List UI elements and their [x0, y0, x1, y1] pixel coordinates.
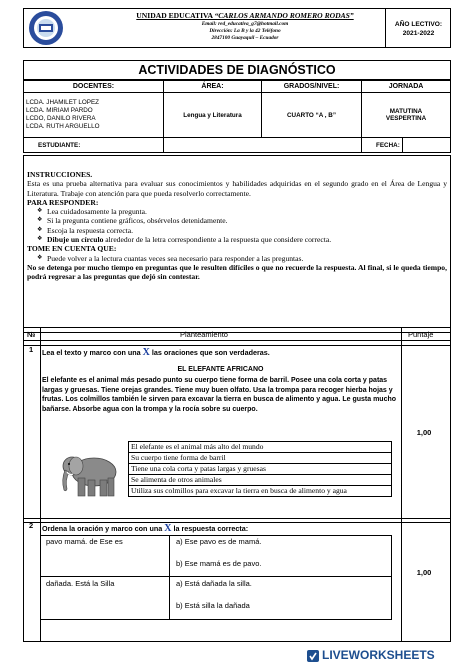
row-divider: [24, 345, 450, 346]
row-divider: [24, 518, 450, 519]
list-item: ❖ Si la pregunta contiene gráficos, obsérvelos detenidamente.: [47, 216, 447, 225]
note-heading: TOME EN CUENTA QUE:: [27, 244, 117, 254]
instructions-body: Esta es una prueba alternativa para evaluar sus conocimientos y habilidades adquiridas en el segundo grado en el Área de Lengua y Literatura. Trabaje con atención para que pueda resolverlo correctamente.: [27, 179, 447, 198]
student-field[interactable]: [164, 138, 362, 153]
elephant-illustration: [58, 450, 120, 500]
header-jornada: JORNADA: [362, 81, 451, 93]
date-field[interactable]: [402, 138, 450, 152]
note-list: [47, 254, 447, 263]
liveworksheets-logo-icon: [306, 649, 320, 663]
watermark: LIVEWORKSHEETS: [322, 648, 435, 662]
date-label: FECHA:: [362, 138, 402, 152]
q1-score: 1,00: [416, 428, 432, 437]
shift-morning: MATUTINA: [389, 108, 423, 115]
respond-list: [47, 207, 447, 244]
q1-number: 1: [29, 345, 34, 354]
instructions-heading: INSTRUCCIONES.: [27, 170, 93, 179]
grade-value: CUARTO “A , B”: [262, 93, 362, 138]
column-divider: [401, 328, 402, 641]
teacher-name: LCDA. MIRIAM PARDO: [26, 107, 93, 114]
school-contact: [105, 21, 385, 42]
header-area: ÁREA:: [164, 81, 262, 93]
header-docentes: DOCENTES:: [24, 81, 164, 93]
shift-evening: VESPERTINA: [385, 115, 427, 122]
school-logo: [28, 10, 64, 46]
q2-option-2a[interactable]: a) Está dañada la silla.: [176, 579, 252, 588]
x-mark: X: [142, 347, 150, 358]
q2-option-2b[interactable]: b) Está silla la dañada: [176, 601, 250, 610]
area-value: Lengua y Literatura: [164, 93, 262, 138]
page-title: ACTIVIDADES DE DIAGNÓSTICO: [23, 60, 451, 80]
shift-value: [362, 93, 451, 138]
statement-row[interactable]: Utiliza sus colmillos para excavar la tierra en busca de alimento y agua: [129, 486, 392, 497]
school-name: UNIDAD EDUCATIVA “CARLOS ARMANDO ROMERO RODAS”: [136, 11, 354, 20]
story-title: EL ELEFANTE AFRICANO: [177, 366, 264, 373]
story-text: El elefante es el animal más pesado punto su cuerpo tiene forma de barril. Posee una cola corta y patas largas y gruesas. Tiene orejas grandes. Tiene muy buen olfato. Usa la trompa para recoger hierba hojas y frutas. Los colmillos también le sirven para excavar la tierra en busca de alimento y agua. Le gusta mucho bañarse. Absorbe agua con la trompa y la rocía sobre su cuerpo.: [42, 377, 397, 413]
list-item: ❖ Lea cuidadosamente la pregunta.: [47, 207, 447, 216]
year-value: 2021-2022: [402, 30, 435, 37]
row-divider: [24, 340, 450, 341]
student-label: ESTUDIANTE:: [24, 138, 164, 153]
col-statement-header: Planteamiento: [180, 330, 228, 339]
header-grados: GRADOS/NIVEL:: [262, 81, 362, 93]
list-item: ❖ Escoja la respuesta correcta.: [47, 226, 447, 235]
info-table: [23, 80, 451, 153]
school-year: [385, 8, 451, 48]
q2-score: 1,00: [416, 568, 432, 577]
statement-row[interactable]: Se alimenta de otros animales: [129, 475, 392, 486]
teachers-cell: [24, 93, 164, 138]
school-email: Email: red_educativa_g7@hotmail.com: [201, 21, 289, 27]
list-item: ❖ Puede volver a la lectura cuantas veces sea necesario para responder a las preguntas.: [47, 254, 447, 263]
teacher-name: LCDA. RUTH ARGUELLO: [26, 123, 100, 130]
statement-row[interactable]: El elefante es el animal más alto del mundo: [129, 442, 392, 453]
q2-number: 2: [29, 521, 34, 530]
year-label: AÑO LECTIVO:: [394, 21, 443, 28]
instructions-box: [23, 155, 451, 333]
teacher-name: LCDA. JHAMILET LOPEZ: [26, 99, 100, 106]
q2-option-1a[interactable]: a) Ese pavo es de mamá.: [176, 537, 262, 546]
col-score-header: Puntaje: [408, 330, 434, 339]
q2-prompt: Ordena la oración y marco con una X la respuesta correcta:: [42, 523, 249, 534]
q2-fragment-1: pavo mamá. de Ese es: [46, 537, 123, 546]
statements-table: [128, 441, 392, 497]
q2-option-1b[interactable]: b) Ese mamá es de pavo.: [176, 559, 262, 568]
x-mark: X: [164, 523, 172, 534]
q2-fragment-2: dañada. Está la Silla: [46, 579, 115, 588]
list-item: ❖ Dibuje un círculo alrededor de la letra correspondiente a la respuesta que considere correcta.: [47, 235, 447, 244]
teacher-name: LCDO, DANILO RIVERA: [26, 115, 96, 122]
statement-row[interactable]: Tiene una cola corta y patas largas y gruesas: [129, 464, 392, 475]
col-num-header: №: [27, 330, 36, 339]
statement-row[interactable]: Su cuerpo tiene forma de barril: [129, 453, 392, 464]
school-address: Dirección: La B y la 42 Teléfono: [209, 28, 281, 34]
school-phone: 2847100 Guayaquil – Ecuador: [211, 35, 279, 41]
q1-prompt: Lea el texto y marco con una X las oraciones que son verdaderas.: [42, 347, 270, 358]
warning-text: No se detenga por mucho tiempo en preguntas que le resulten difíciles o que no recuerde la respuesta. Al final, si le queda tiempo, podrá regresar a las preguntas que dejó sin contestar.: [27, 262, 447, 282]
respond-heading: PARA RESPONDER:: [27, 197, 99, 207]
